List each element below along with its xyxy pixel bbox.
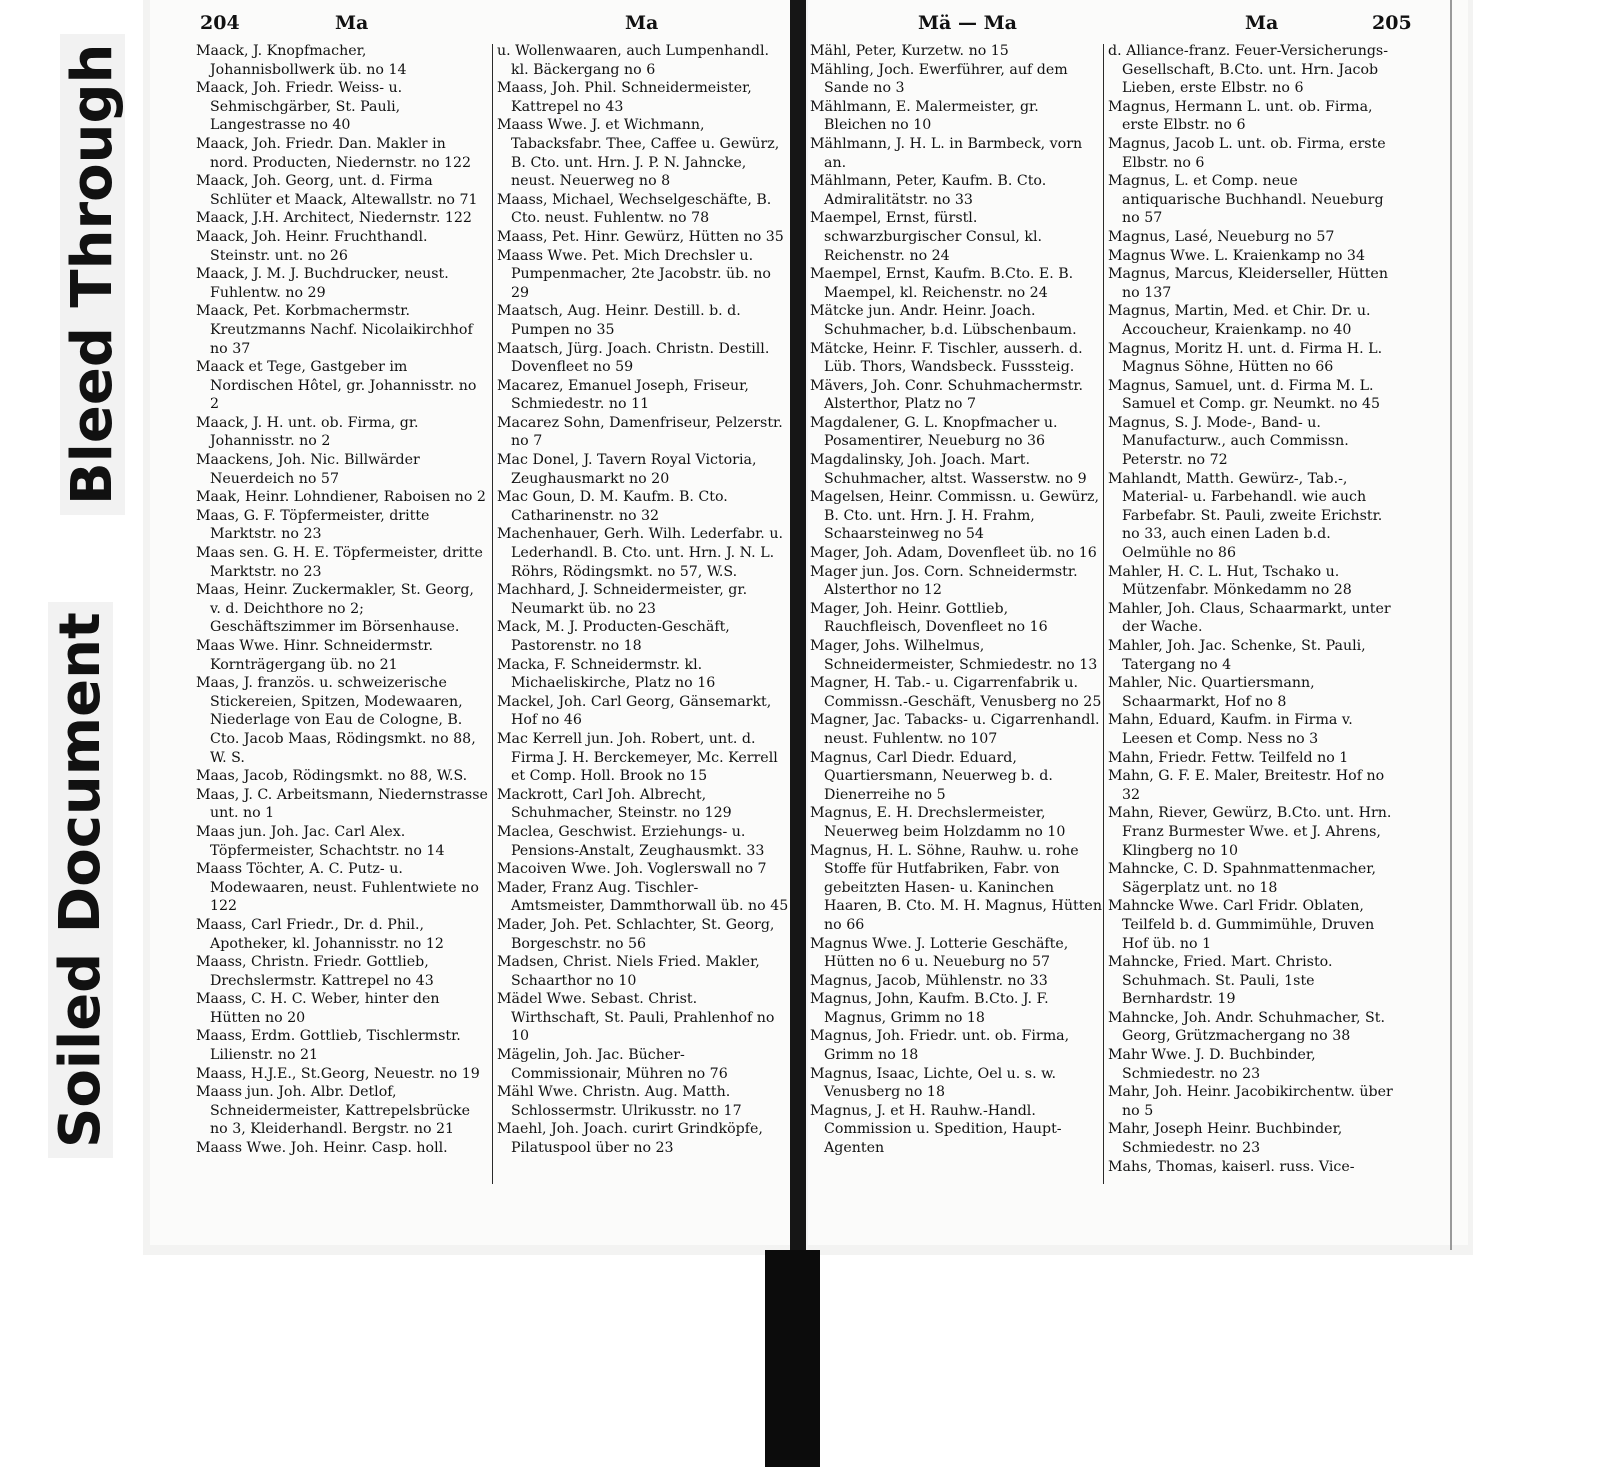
directory-entry: Mähling, Joch. Ewerführer, auf dem Sande no 3 <box>810 61 1068 97</box>
directory-entry: Maatsch, Aug. Heinr. Destill. b. d. Pumpen no 35 <box>497 303 741 338</box>
directory-entry: Mac Goun, D. M. Kaufm. B. Cto. Catharinenstr. no 32 <box>497 489 728 524</box>
directory-entry: Mac Kerrell jun. Joh. Robert, unt. d. Firma J. H. Berckemeyer, Mc. Kerrell et Comp. Holl. Brook no 15 <box>497 730 778 785</box>
directory-entry: Magnus, H. L. Söhne, Rauhw. u. rohe Stoffe für Hutfabriken, Fabr. von gebeitzten Hasen- u. Kaninchen Haaren, B. Cto. M. H. Magnus, Hütten no 66 <box>810 842 1102 933</box>
directory-entry: Mader, Joh. Pet. Schlachter, St. Georg, Borgeschstr. no 56 <box>497 916 775 952</box>
directory-entry: Magnus, Jacob L. unt. ob. Firma, erste Elbstr. no 6 <box>1108 135 1386 171</box>
soiled-document-stamp: Soiled Document <box>48 602 113 1158</box>
directory-entry: Mahlandt, Matth. Gewürz-, Tab.-, Material- u. Farbehandl. wie auch Farbefabr. St. Pauli, zweite Erichstr. no 33, auch einen Laden b.d. Oelmühle no 86 <box>1108 470 1383 562</box>
directory-entry: Macarez, Emanuel Joseph, Friseur, Schmiedestr. no 11 <box>497 377 749 413</box>
directory-entry: Mävers, Joh. Conr. Schuhmachermstr. Alsterthor, Platz no 7 <box>810 377 1084 413</box>
page-edge <box>1450 0 1452 1250</box>
directory-entry: Maas, J. französ. u. schweizerische Stickereien, Spitzen, Modewaaren, Niederlage von Eau de Cologne, B. Cto. Jacob Maas, Rödingsmkt. no 88, W. S. <box>196 675 476 766</box>
directory-entry: Magnus, J. et H. Rauhw.-Handl. Commission u. Spedition, Haupt-Agenten <box>810 1102 1062 1157</box>
directory-entry: Mählmann, Peter, Kaufm. B. Cto. Admiralitätstr. no 33 <box>810 173 1047 208</box>
directory-entry: Magnus, Joh. Friedr. unt. ob. Firma, Grimm no 18 <box>810 1028 1070 1064</box>
directory-entry: Magnus, S. J. Mode-, Band- u. Manufacturw., auch Commissn. Peterstr. no 72 <box>1108 414 1349 469</box>
directory-entry: Maack, J.H. Architect, Niedernstr. 122 <box>196 210 472 227</box>
directory-entry: Macarez Sohn, Damenfriseur, Pelzerstr. no 7 <box>497 414 783 450</box>
left-page-column-1 <box>196 42 488 1158</box>
directory-entry: Magnus, L. et Comp. neue antiquarische Buchhandl. Neueburg no 57 <box>1108 173 1384 227</box>
directory-entry: Madsen, Christ. Niels Fried. Makler, Schaarthor no 10 <box>497 954 760 989</box>
directory-entry: Maack, Joh. Heinr. Fruchthandl. Steinstr. unt. no 26 <box>196 228 428 264</box>
directory-entry: Mahler, H. C. L. Hut, Tschako u. Mützenfabr. Mönkedamm no 28 <box>1108 563 1352 599</box>
directory-entry: Magnus, Lasé, Neueburg no 57 <box>1108 228 1335 245</box>
directory-entry: Maass, H.J.E., St.Georg, Neuestr. no 19 <box>196 1065 480 1082</box>
directory-entry: Mägelin, Joh. Jac. Bücher-Commissionair, Mühren no 76 <box>497 1047 728 1082</box>
right-page-column-1 <box>810 42 1102 1158</box>
directory-entry: Magnus, Carl Diedr. Eduard, Quartiersmann, Neuerweg b. d. Dienerreihe no 5 <box>810 749 1053 803</box>
right-page-number: 205 <box>1372 12 1412 34</box>
directory-entry: Maass jun. Joh. Albr. Detlof, Schneidermeister, Kattrepelsbrücke no 3, Kleiderhandl. Bergstr. no 21 <box>196 1084 471 1138</box>
directory-entry: Magnus, Marcus, Kleiderseller, Hütten no 137 <box>1108 266 1388 301</box>
left-column-rule <box>492 44 493 1184</box>
directory-entry: Mac Donel, J. Tavern Royal Victoria, Zeughausmarkt no 20 <box>497 452 757 487</box>
directory-entry: Maehl, Joh. Joach. curirt Grindköpfe, Pilatuspool über no 23 <box>497 1121 763 1157</box>
directory-entry: Maack, Joh. Friedr. Weiss- u. Sehmischgärber, St. Pauli, Langestrasse no 40 <box>196 80 403 134</box>
directory-entry: Magnus, Martin, Med. et Chir. Dr. u. Accoucheur, Kraienkamp. no 40 <box>1108 303 1371 338</box>
directory-entry: Magnus Wwe. J. Lotterie Geschäfte, Hütten no 6 u. Neueburg no 57 <box>810 935 1069 971</box>
left-page-column-2 <box>497 42 789 1158</box>
left-header-right: Ma <box>625 12 659 34</box>
directory-entry: Mählmann, E. Malermeister, gr. Bleichen no 10 <box>810 98 1039 134</box>
directory-entry: Maack, Joh. Georg, unt. d. Firma Schlüter et Maack, Altewallstr. no 71 <box>196 173 478 208</box>
bleed-through-stamp: Bleed Through <box>60 34 125 515</box>
directory-entry: Mader, Franz Aug. Tischler-Amtsmeister, Dammthorwall üb. no 45 <box>497 879 789 915</box>
directory-entry: Magnus, Isaac, Lichte, Oel u. s. w. Venusberg no 18 <box>810 1065 1057 1101</box>
directory-entry: Maass Wwe. Pet. Mich Drechsler u. Pumpenmacher, 2te Jacobstr. üb. no 29 <box>497 247 771 301</box>
directory-entry: Maass Töchter, A. C. Putz- u. Modewaaren, neust. Fuhlentwiete no 122 <box>196 861 479 915</box>
directory-entry: Maass Wwe. J. et Wichmann, Tabacksfabr. Thee, Caffee u. Gewürz, B. Cto. unt. Hrn. J. P. N. Jahncke, neust. Neuerweg no 8 <box>497 117 780 190</box>
directory-entry: Magdalinsky, Joh. Joach. Mart. Schuhmacher, altst. Wasserstw. no 9 <box>810 452 1087 487</box>
left-page-number: 204 <box>200 12 240 34</box>
directory-entry: Mahn, G. F. E. Maler, Breitestr. Hof no 32 <box>1108 768 1385 803</box>
directory-entry: Maack, J. M. J. Buchdrucker, neust. Fuhlentw. no 29 <box>196 266 449 301</box>
directory-entry: Mackel, Joh. Carl Georg, Gänsemarkt, Hof no 46 <box>497 693 772 729</box>
directory-entry: Maack, J. Knopfmacher, Johannisbollwerk üb. no 14 <box>196 43 407 78</box>
directory-entry: Mahncke Wwe. Carl Fridr. Oblaten, Teilfeld b. d. Gummimühle, Druven Hof üb. no 1 <box>1108 898 1375 952</box>
directory-entry: Mager, Joh. Heinr. Gottlieb, Rauchfleisch, Dovenfleet no 16 <box>810 600 1048 636</box>
directory-entry: Macka, F. Schneidermstr. kl. Michaeliskirche, Platz no 16 <box>497 656 716 692</box>
directory-entry: Maas, Heinr. Zuckermakler, St. Georg, v. d. Deichthore no 2; Geschäftszimmer im Börsenhause. <box>196 582 474 636</box>
directory-entry: Mädel Wwe. Sebast. Christ. Wirthschaft, St. Pauli, Prahlenhof no 10 <box>497 991 775 1045</box>
directory-entry: Mackrott, Carl Joh. Albrecht, Schuhmacher, Steinstr. no 129 <box>497 786 732 822</box>
directory-entry: Mager, Joh. Adam, Dovenfleet üb. no 16 <box>810 545 1097 562</box>
directory-entry: Mahn, Eduard, Kaufm. in Firma v. Leesen et Comp. Ness no 3 <box>1108 712 1353 747</box>
directory-entry: Maack, J. H. unt. ob. Firma, gr. Johannisstr. no 2 <box>196 414 419 450</box>
directory-entry: Maass, Michael, Wechselgeschäfte, B. Cto. neust. Fuhlentw. no 78 <box>497 191 772 227</box>
directory-entry: Magnus, Jacob, Mühlenstr. no 33 <box>810 972 1048 989</box>
directory-entry: Maackens, Joh. Nic. Billwärder Neuerdeich no 57 <box>196 452 420 487</box>
directory-entry: Magnus, Hermann L. unt. ob. Firma, erste Elbstr. no 6 <box>1108 98 1373 134</box>
directory-entry: u. Wollenwaaren, auch Lumpenhandl. kl. Bäckergang no 6 <box>497 43 770 78</box>
directory-entry: Magnus, John, Kaufm. B.Cto. J. F. Magnus, Grimm no 18 <box>810 991 1049 1026</box>
directory-entry: Magnus, E. H. Drechslermeister, Neuerweg beim Holzdamm no 10 <box>810 805 1066 840</box>
directory-entry: Mähl, Peter, Kurzetw. no 15 <box>810 43 1009 59</box>
directory-entry: Maass, Carl Friedr., Dr. d. Phil., Apotheker, kl. Johannisstr. no 12 <box>196 916 444 952</box>
directory-entry: Mätcke jun. Andr. Heinr. Joach. Schuhmacher, b.d. Lübschenbaum. <box>810 303 1077 338</box>
directory-entry: Mahn, Friedr. Fettw. Teilfeld no 1 <box>1108 749 1349 766</box>
directory-entry: Maempel, Ernst, Kaufm. B.Cto. E. B. Maempel, kl. Reichenstr. no 24 <box>810 266 1074 301</box>
directory-entry: Maas, J. C. Arbeitsmann, Niedernstrasse unt. no 1 <box>196 786 488 822</box>
directory-entry: Maas, Jacob, Rödingsmkt. no 88, W.S. <box>196 768 468 785</box>
directory-entry: Maatsch, Jürg. Joach. Christn. Destill. Dovenfleet no 59 <box>497 340 770 376</box>
directory-entry: Mahler, Joh. Claus, Schaarmarkt, unter der Wache. <box>1108 600 1391 636</box>
directory-entry: Maack, Joh. Friedr. Dan. Makler in nord. Producten, Niedernstr. no 122 <box>196 135 472 171</box>
directory-entry: Magnus Wwe. L. Kraienkamp no 34 <box>1108 247 1365 264</box>
directory-entry: Mählmann, J. H. L. in Barmbeck, vorn an. <box>810 135 1083 171</box>
directory-entry: Mahr Wwe. J. D. Buchbinder, Schmiedestr. no 23 <box>1108 1047 1316 1082</box>
directory-entry: Maass, Christn. Friedr. Gottlieb, Drechslermstr. Kattrepel no 43 <box>196 954 434 989</box>
directory-entry: Mahs, Thomas, kaiserl. russ. Vice- <box>1108 1158 1355 1175</box>
directory-entry: Maempel, Ernst, fürstl. schwarzburgischer Consul, kl. Reichenstr. no 24 <box>810 210 1043 264</box>
directory-entry: Mahr, Joh. Heinr. Jacobikirchentw. über no 5 <box>1108 1084 1393 1119</box>
directory-entry: Maas sen. G. H. E. Töpfermeister, dritte Marktstr. no 23 <box>196 545 483 580</box>
directory-entry: Machenhauer, Gerh. Wilh. Lederfabr. u. Lederhandl. B. Cto. unt. Hrn. J. N. L. Röhrs, Rödingsmkt. no 57, W.S. <box>497 526 783 580</box>
directory-entry: Mahn, Riever, Gewürz, B.Cto. unt. Hrn. Franz Burmester Wwe. et J. Ahrens, Klingberg no 10 <box>1108 805 1392 859</box>
book-gutter <box>790 0 806 1250</box>
directory-entry: Magner, Jac. Tabacks- u. Cigarrenhandl. neust. Fuhlentw. no 107 <box>810 712 1100 747</box>
directory-entry: Magnus, Samuel, unt. d. Firma M. L. Samuel et Comp. gr. Neumkt. no 45 <box>1108 377 1381 413</box>
directory-entry: Maass, Erdm. Gottlieb, Tischlermstr. Lilienstr. no 21 <box>196 1028 461 1064</box>
directory-entry: Magelsen, Heinr. Commissn. u. Gewürz, B. Cto. unt. Hrn. J. H. Frahm, Schaarsteinweg no 54 <box>810 489 1100 543</box>
directory-entry: Magnus, Moritz H. unt. d. Firma H. L. Magnus Söhne, Hütten no 66 <box>1108 340 1383 376</box>
directory-entry: Maass Wwe. Joh. Heinr. Casp. holl. <box>196 1140 448 1157</box>
directory-entry: Mahler, Nic. Quartiersmann, Schaarmarkt, Hof no 8 <box>1108 675 1315 710</box>
directory-entry: Machhard, J. Schneidermeister, gr. Neumarkt üb. no 23 <box>497 582 748 617</box>
directory-entry: Mager, Johs. Wilhelmus, Schneidermeister, Schmiedestr. no 13 <box>810 638 1098 673</box>
directory-entry: Maass, Joh. Phil. Schneidermeister, Kattrepel no 43 <box>497 80 752 115</box>
book-spine <box>765 1250 820 1467</box>
right-header-right: Ma <box>1245 12 1279 34</box>
directory-entry: Mager jun. Jos. Corn. Schneidermstr. Alsterthor no 12 <box>810 563 1078 599</box>
directory-entry: Maass, Pet. Hinr. Gewürz, Hütten no 35 <box>497 228 784 245</box>
directory-entry: Maack et Tege, Gastgeber im Nordischen Hôtel, gr. Johannisstr. no 2 <box>196 359 477 413</box>
directory-entry: Mätcke, Heinr. F. Tischler, ausserh. d. Lüb. Thors, Wandsbeck. Fusssteig. <box>810 340 1083 376</box>
right-header-left: Mä — Ma <box>918 12 1017 34</box>
directory-entry: Maas jun. Joh. Jac. Carl Alex. Töpfermeister, Schachtstr. no 14 <box>196 823 445 859</box>
directory-entry: Magner, H. Tab.- u. Cigarrenfabrik u. Commissn.-Geschäft, Venusberg no 25 <box>810 675 1102 710</box>
directory-entry: Mack, M. J. Producten-Geschäft, Pastorenstr. no 18 <box>497 619 730 654</box>
directory-entry: Maas, G. F. Töpfermeister, dritte Marktstr. no 23 <box>196 507 430 543</box>
directory-entry: Mähl Wwe. Christn. Aug. Matth. Schlossermstr. Ulrikusstr. no 17 <box>497 1084 742 1119</box>
directory-entry: Mahncke, Fried. Mart. Christo. Schuhmach. St. Pauli, 1ste Bernhardstr. 19 <box>1108 954 1333 1008</box>
right-column-rule <box>1103 44 1104 1184</box>
directory-entry: Mahncke, C. D. Spahnmattenmacher, Sägerplatz unt. no 18 <box>1108 861 1376 896</box>
directory-entry: Maak, Heinr. Lohndiener, Raboisen no 2 <box>196 489 486 506</box>
left-header-left: Ma <box>335 12 369 34</box>
directory-entry: Maclea, Geschwist. Erziehungs- u. Pensions-Anstalt, Zeughausmkt. 33 <box>497 823 765 859</box>
right-page-column-2 <box>1108 42 1400 1176</box>
directory-entry: Mahler, Joh. Jac. Schenke, St. Pauli, Tatergang no 4 <box>1108 638 1366 673</box>
directory-entry: Magdalener, G. L. Knopfmacher u. Posamentirer, Neueburg no 36 <box>810 414 1058 450</box>
directory-entry: Mahr, Joseph Heinr. Buchbinder, Schmiedestr. no 23 <box>1108 1121 1343 1157</box>
directory-entry: Maack, Pet. Korbmachermstr. Kreutzmanns Nachf. Nicolaikirchhof no 37 <box>196 303 473 357</box>
directory-entry: Mahncke, Joh. Andr. Schuhmacher, St. Georg, Grützmachergang no 38 <box>1108 1009 1385 1045</box>
directory-entry: d. Alliance-franz. Feuer-Versicherungs-Gesellschaft, B.Cto. unt. Hrn. Jacob Lieben, erste Elbstr. no 6 <box>1108 43 1388 97</box>
directory-entry: Maas Wwe. Hinr. Schneidermstr. Kornträgergang üb. no 21 <box>196 638 433 673</box>
directory-entry: Maass, C. H. C. Weber, hinter den Hütten no 20 <box>196 991 440 1026</box>
directory-entry: Macoiven Wwe. Joh. Voglerswall no 7 <box>497 861 767 878</box>
